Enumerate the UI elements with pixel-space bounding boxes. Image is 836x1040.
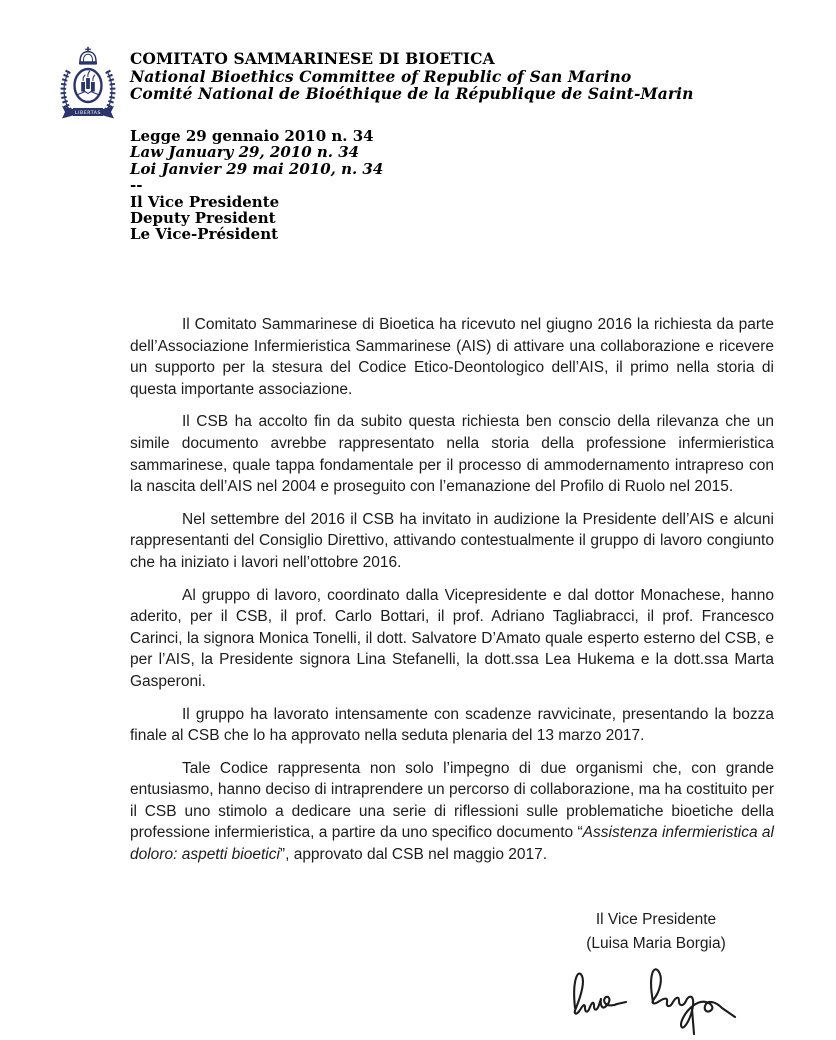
signature-name: (Luisa Maria Borgia) — [586, 935, 726, 952]
logo-banner-text: LIBERTAS — [74, 111, 102, 117]
signature-title: Il Vice Presidente — [595, 911, 717, 928]
paragraph-text-run: Nel settembre del 2016 il CSB ha invitato in audizione la Presidente dell’AIS e alcuni rappresentanti del Consiglio Direttivo, attivando contestualmente il gruppo di lavoro congiunto che ha iniziato i lavori nell’ottobre 2016. — [130, 510, 774, 571]
reference-line: Le Vice-Président — [130, 225, 279, 244]
law-reference-block — [130, 128, 383, 243]
paragraph — [130, 585, 774, 693]
paragraph — [130, 758, 774, 866]
reference-line: Deputy President — [130, 209, 276, 228]
paragraph — [130, 314, 774, 400]
reference-line: Il Vice Presidente — [130, 192, 280, 211]
org-name-english: National Bioethics Committee of Republic of San Marino — [130, 66, 632, 86]
reference-line: Law January 29, 2010 n. 34 — [130, 143, 360, 162]
paragraph-text-run: Il CSB ha accolto fin da subito questa richiesta ben conscio della rilevanza che un simile documento avrebbe rappresentato nella storia della professione infermieristica sammarinese, quale tappa fondamentale per il processo di ammodernamento intrapreso con la nascita dell’AIS nel 2004 e proseguito con l’emanazione del Profilo di Ruolo nel 2015. — [130, 413, 774, 496]
paragraph-text-run: Assistenza infermieristica al doloro: aspetti bioetici — [130, 824, 774, 864]
san-marino-coat-of-arms-icon — [57, 46, 119, 130]
paragraph-text-run: Al gruppo di lavoro, coordinato dalla Vicepresidente e dal dottor Monachese, hanno aderito, per il CSB, il prof. Carlo Bottari, il prof. Adriano Tagliabracci, il prof. Francesco Carinci, la signora Monica Tonelli, il dott. Salvatore D’Amato quale esperto esterno del CSB, e per l’AIS, la Presidente signora Lina Stefanelli, la dott.ssa Lea Hukema e la dott.ssa Marta Gasperoni. — [130, 586, 774, 690]
paragraph — [130, 411, 774, 497]
org-name-french: Comité National de Bioéthique de la République de Saint-Marin — [130, 84, 694, 103]
reference-line: Loi Janvier 29 mai 2010, n. 34 — [130, 159, 384, 178]
paragraph-text-run: ”, approvato dal CSB nel maggio 2017. — [279, 846, 548, 864]
org-name-block — [130, 50, 694, 103]
handwritten-signature-image — [553, 948, 753, 1038]
body-paragraphs — [130, 314, 774, 877]
reference-line: Legge 29 gennaio 2010 n. 34 — [130, 127, 374, 145]
paragraph-text-run: Tale Codice rappresenta non solo l’impegno di due organismi che, con grande entusiasmo, hanno deciso di intraprendere un percorso di collaborazione, ma ha costituito per il CSB uno stimolo a dedicare una serie di riflessioni sulle problematiche bioetiche della professione infermieristica, a partire da uno specifico documento “ — [130, 759, 774, 842]
paragraph-text-run: Il Comitato Sammarinese di Bioetica ha ricevuto nel giugno 2016 la richiesta da parte dell’Associazione Infermieristica Sammarinese (AIS) di attivare una collaborazione e ricevere un supporto per la stesura del Codice Etico-Deontologico dell’AIS, il primo nella storia di questa importante associazione. — [130, 316, 774, 398]
reference-line: -- — [130, 176, 143, 195]
paragraph — [130, 509, 774, 574]
paragraph-text-run: Il gruppo ha lavorato intensamente con scadenze ravvicinate, presentando la bozza finale al CSB che lo ha approvato nella seduta plenaria del 13 marzo 2017. — [130, 705, 774, 745]
paragraph — [130, 704, 774, 747]
org-name-italian: COMITATO SAMMARINESE DI BIOETICA — [130, 49, 495, 68]
